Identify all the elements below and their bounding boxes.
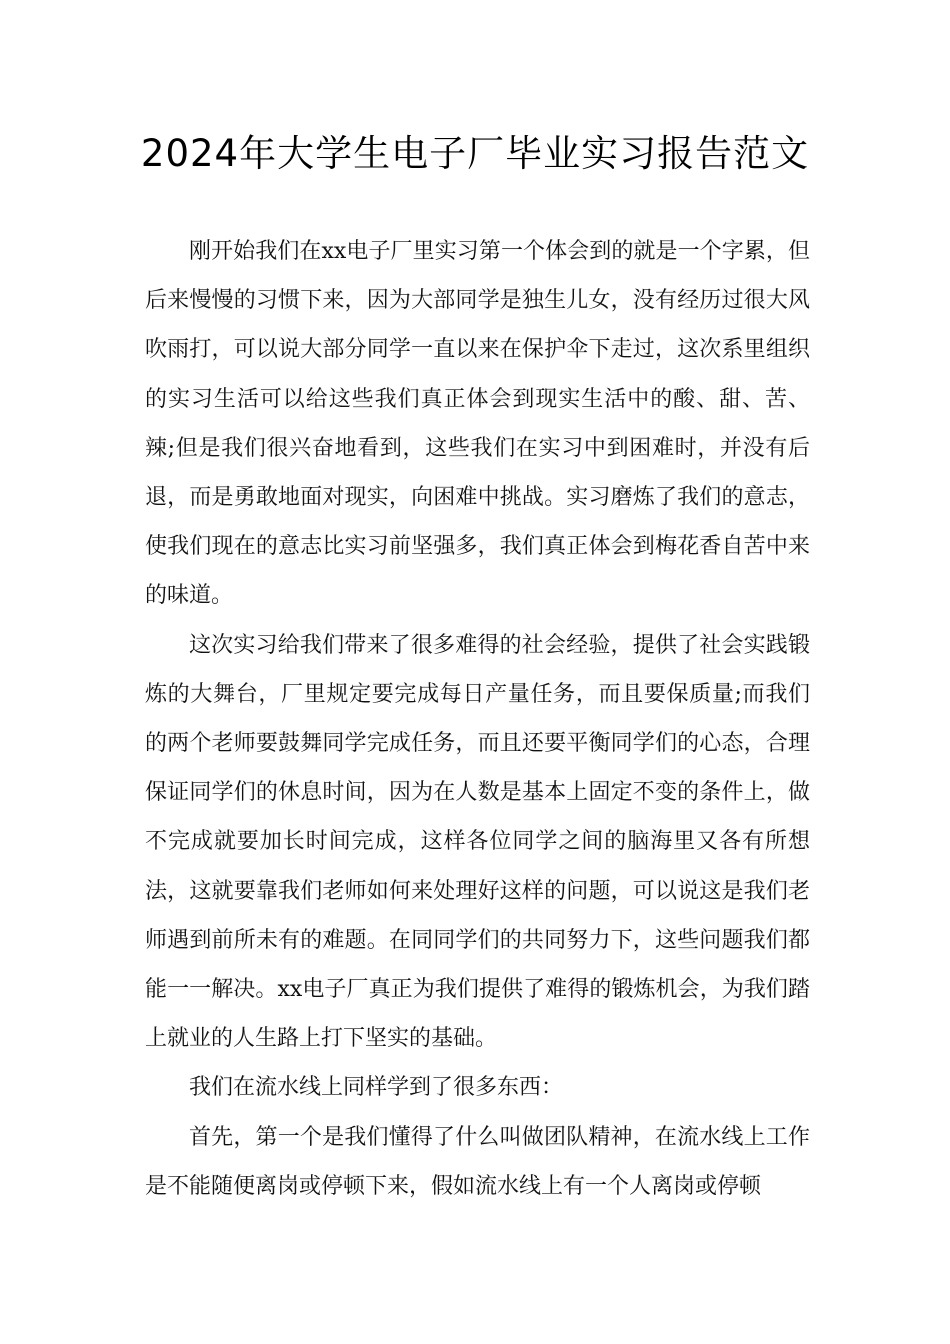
paragraph: 这次实习给我们带来了很多难得的社会经验，提供了社会实践锻炼的大舞台，厂里规定要完成每日产量任务，而且要保质量;而我们的两个老师要鼓舞同学完成任务，而且还要平衡同学们的心态，合理保证同学们的休息时间，因为在人数是基本上固定不变的条件上，做不完成就要加长时间完成，这样各位同学之间的脑海里又各有所想法，这就要靠我们老师如何来处理好这样的问题，可以说这是我们老师遇到前所未有的难题。在同同学们的共同努力下，这些问题我们都能一一解决。xx电子厂真正为我们提供了难得的锻炼机会，为我们踏上就业的人生路上打下坚实的基础。 bbox=[145, 632, 810, 1052]
paragraph: 刚开始我们在xx电子厂里实习第一个体会到的就是一个字累，但后来慢慢的习惯下来，因为大部同学是独生儿女，没有经历过很大风吹雨打，可以说大部分同学一直以来在保护伞下走过，这次系里组织的实习生活可以给这些我们真正体会到现实生活中的酸、甜、苦、辣;但是我们很兴奋地看到，这些我们在实习中到困难时，并没有后退，而是勇敢地面对现实，向困难中挑战。实习磨炼了我们的意志，使我们现在的意志比实习前坚强多，我们真正体会到梅花香自苦中来的味道。 bbox=[145, 239, 810, 609]
paragraph: 首先，第一个是我们懂得了什么叫做团队精神，在流水线上工作是不能随便离岗或停顿下来，假如流水线上有一个人离岗或停顿 bbox=[145, 1124, 810, 1199]
document-body bbox=[145, 227, 810, 1211]
paragraph: 我们在流水线上同样学到了很多东西： bbox=[189, 1075, 564, 1101]
document-title: 2024年大学生电子厂毕业实习报告范文 bbox=[140, 132, 810, 175]
